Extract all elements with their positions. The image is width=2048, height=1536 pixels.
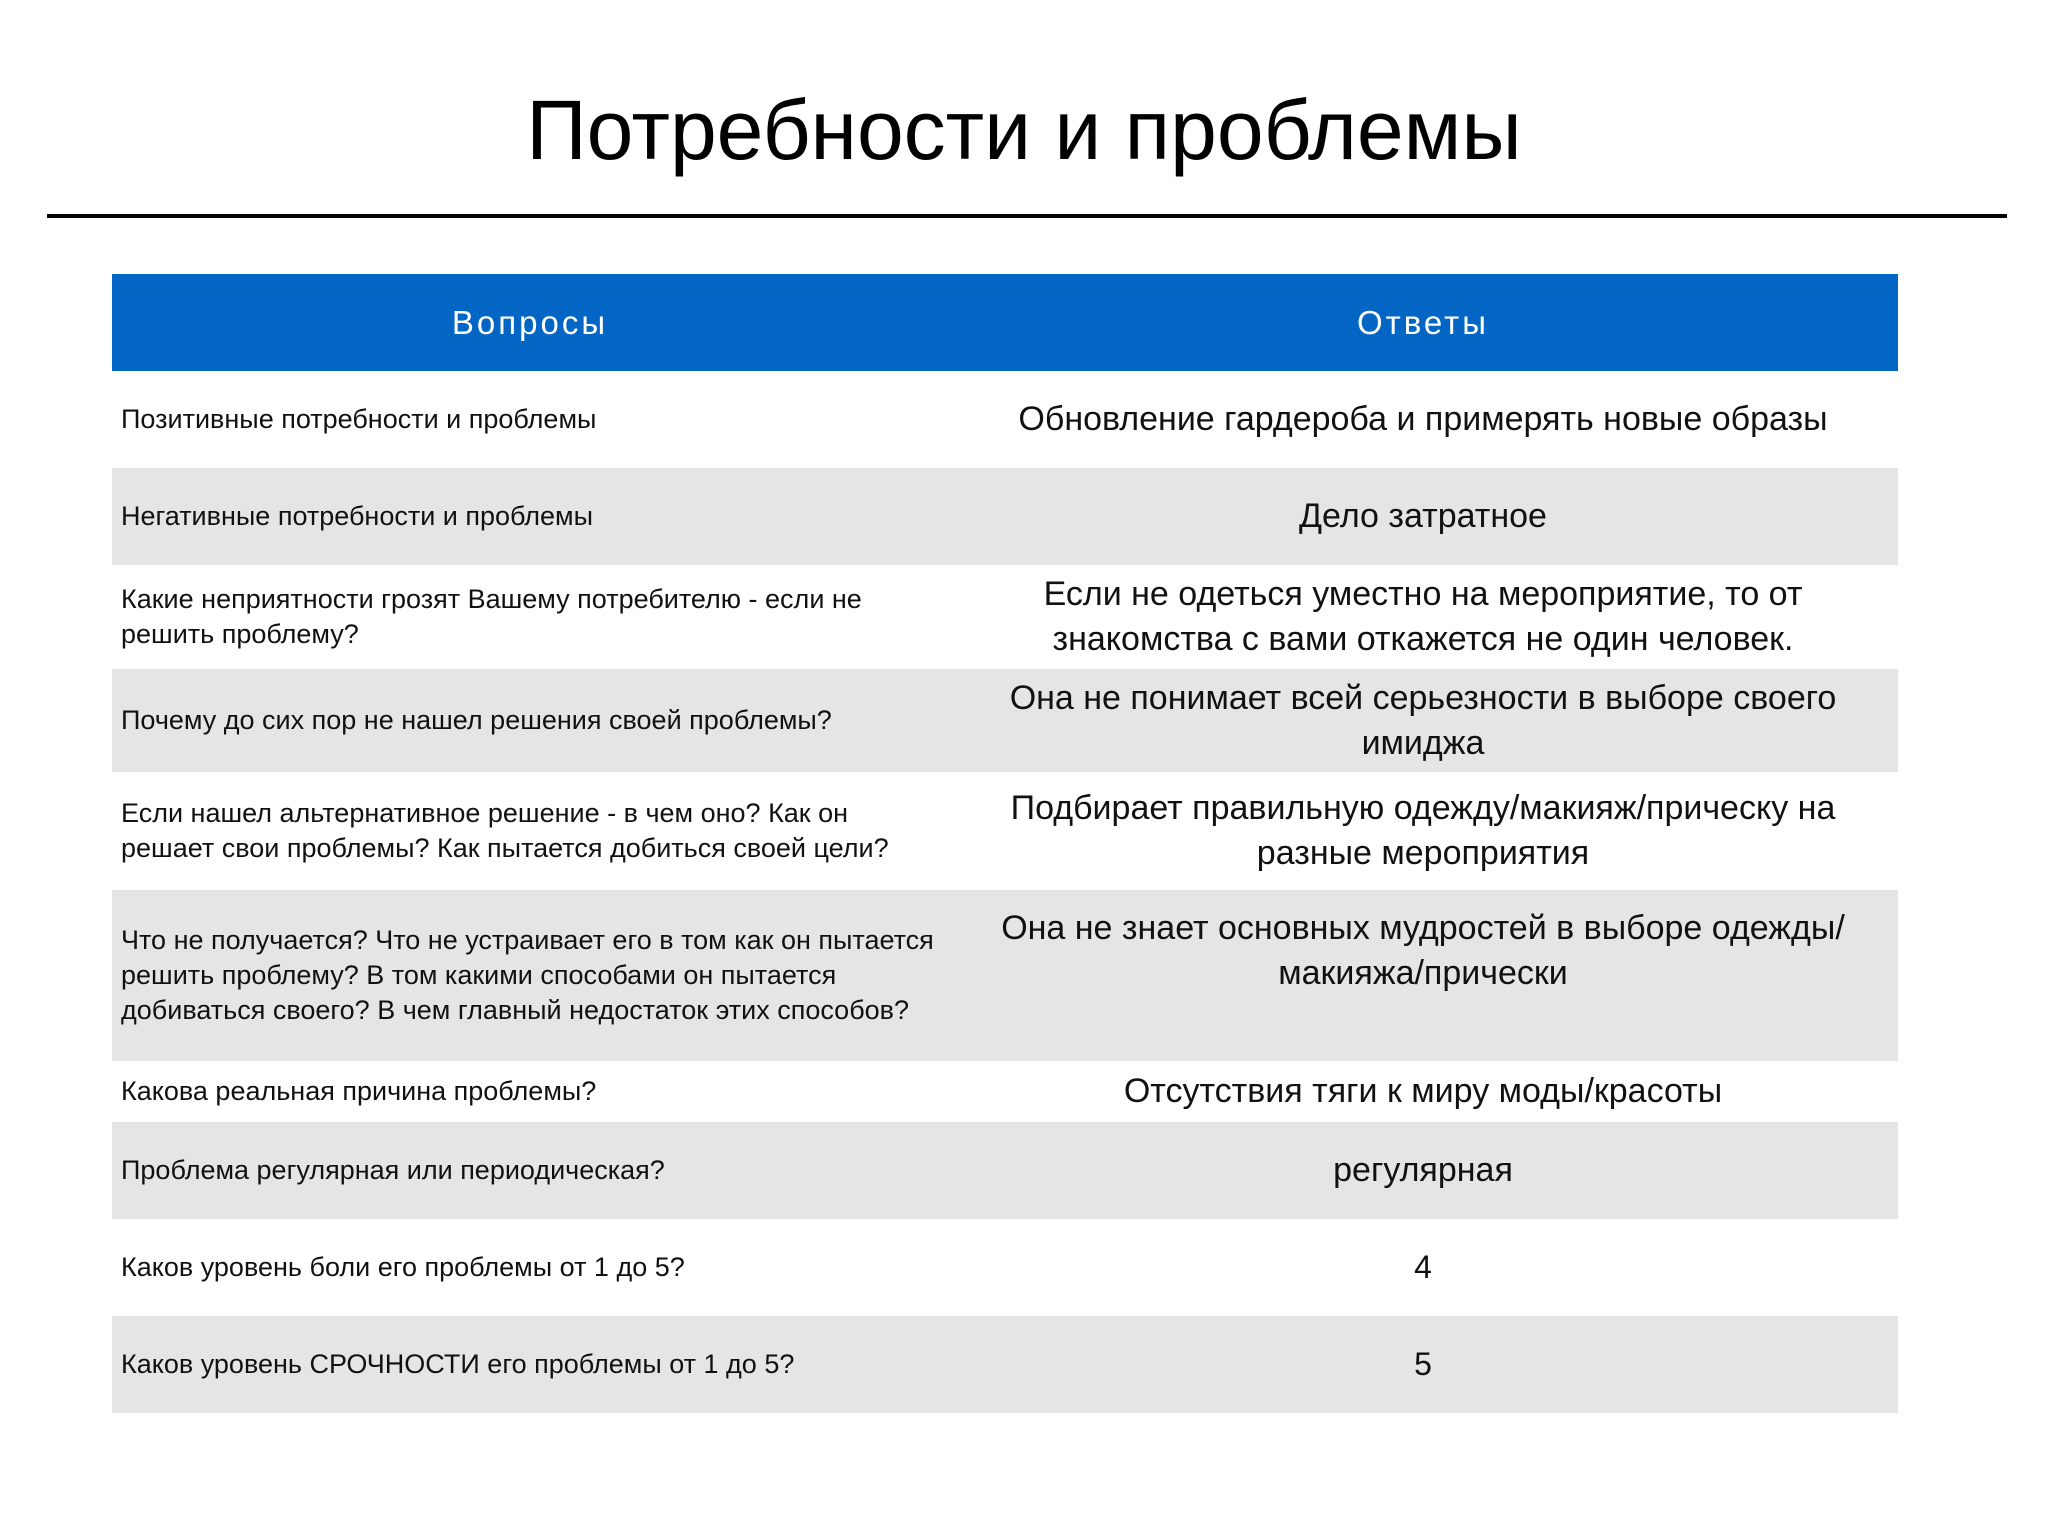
answer-cell: 4 [948,1219,1898,1316]
answer-cell: Она не знает основных мудростей в выборе одежды/макияжа/прически [948,890,1898,1061]
table-row [112,565,1898,669]
table-row [112,371,1898,468]
questions-answers-table [112,274,1898,1413]
answer-cell: Она не понимает всей серьезности в выборе своего имиджа [948,669,1898,772]
table-row [112,1061,1898,1122]
answer-cell: Если не одеться уместно на мероприятие, то от знакомства с вами откажется не один человек. [948,565,1898,669]
column-header-questions: Вопросы [112,274,948,371]
question-cell: Какие неприятности грозят Вашему потребителю - если не решить проблему? [112,565,948,669]
question-cell: Позитивные потребности и проблемы [112,371,948,468]
question-cell: Каков уровень боли его проблемы от 1 до 5? [112,1219,948,1316]
question-cell: Что не получается? Что не устраивает его в том как он пытается решить проблему? В том какими способами он пытается добиваться своего? В чем главный недостаток этих способов? [112,890,948,1061]
table-row [112,1219,1898,1316]
table-row [112,772,1898,890]
answer-cell: Обновление гардероба и примерять новые образы [948,371,1898,468]
question-cell: Почему до сих пор не нашел решения своей проблемы? [112,669,948,772]
column-header-answers: Ответы [948,274,1898,371]
table-row [112,468,1898,565]
answer-cell: Отсутствия тяги к миру моды/красоты [948,1061,1898,1122]
table-header-row [112,274,1898,371]
question-cell: Негативные потребности и проблемы [112,468,948,565]
title-divider [47,214,2007,218]
answer-cell: Подбирает правильную одежду/макияж/прическу на разные мероприятия [948,772,1898,890]
question-cell: Проблема регулярная или периодическая? [112,1122,948,1219]
question-cell: Если нашел альтернативное решение - в чем оно? Как он решает свои проблемы? Как пытается добиться своей цели? [112,772,948,890]
answer-cell: 5 [948,1316,1898,1413]
table-row [112,1316,1898,1413]
answer-cell: регулярная [948,1122,1898,1219]
answer-cell: Дело затратное [948,468,1898,565]
question-cell: Какова реальная причина проблемы? [112,1061,948,1122]
table-row [112,890,1898,1061]
table-row [112,669,1898,772]
question-cell: Каков уровень СРОЧНОСТИ его проблемы от 1 до 5? [112,1316,948,1413]
table-row [112,1122,1898,1219]
slide-title: Потребности и проблемы [526,83,1522,177]
